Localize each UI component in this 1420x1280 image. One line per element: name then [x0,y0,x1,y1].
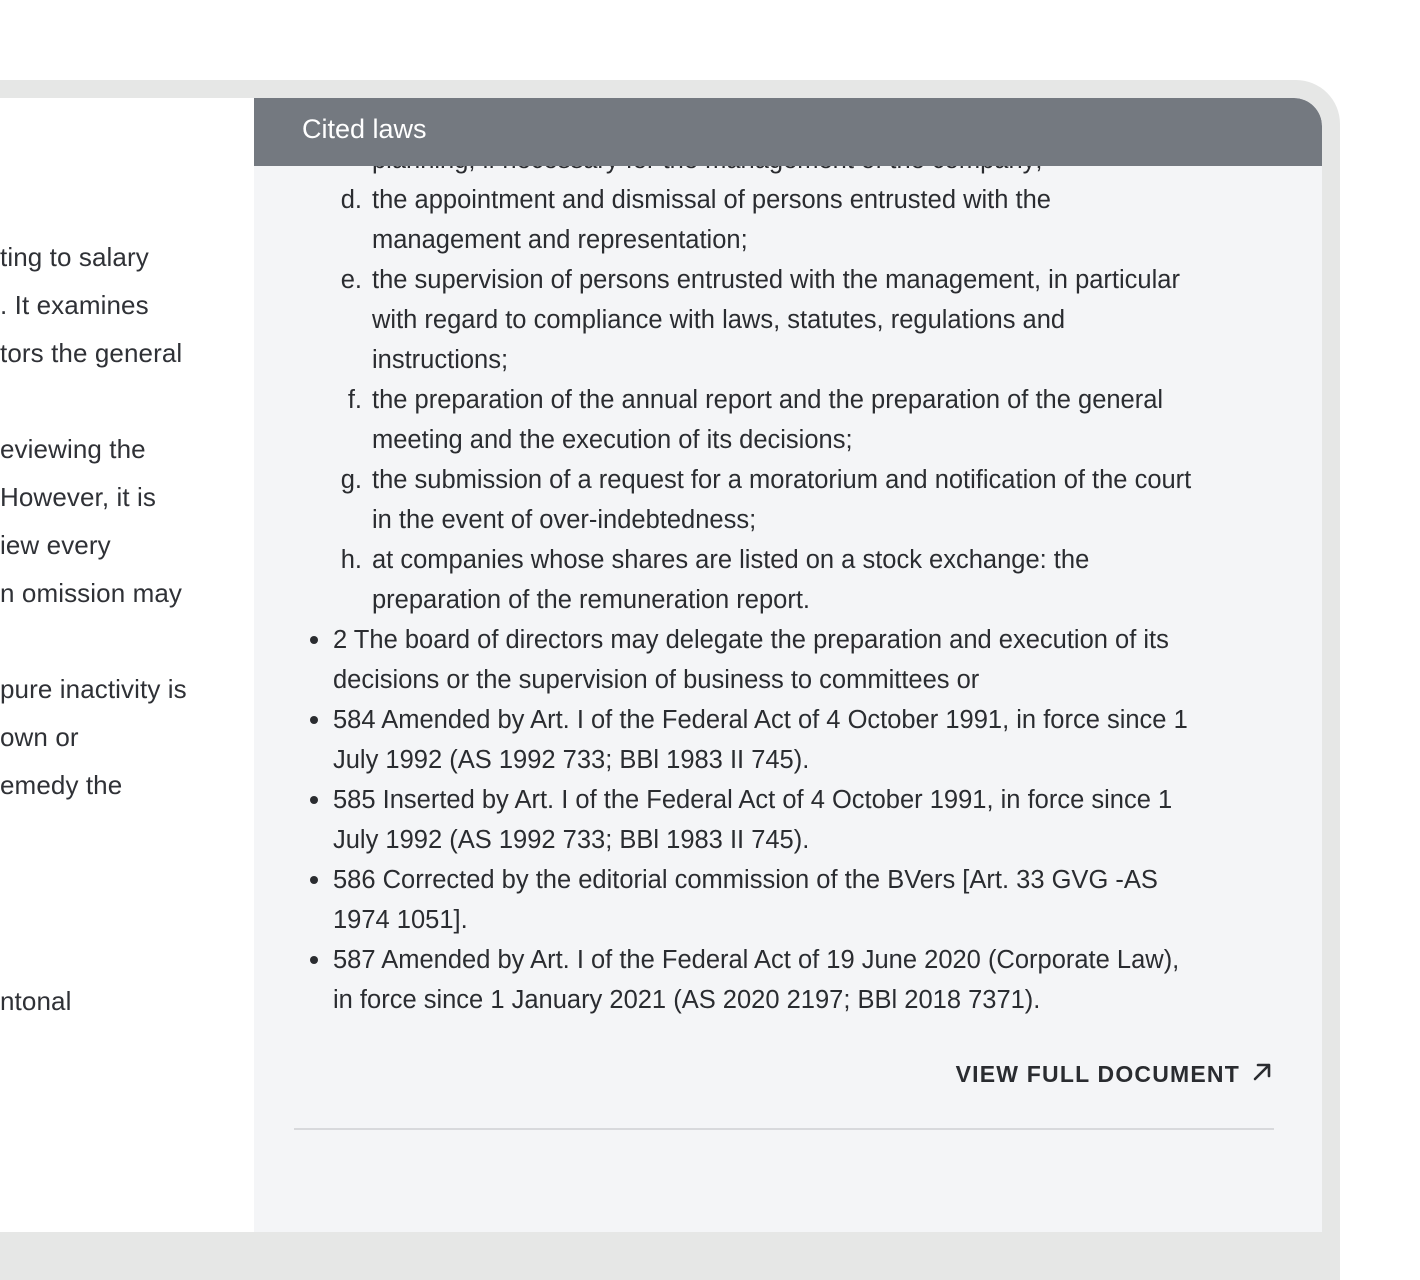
footnote-line: 585 Inserted by Art. I of the Federal Act of 4 October 1991, in force since 1 [333,786,1173,814]
list-marker: d. [340,186,362,214]
view-full-document-label: VIEW FULL DOCUMENT [955,1061,1240,1087]
cited-laws-header [254,98,1322,166]
footnote-line: in force since 1 January 2021 (AS 2020 2197; BBl 2018 7371). [333,986,1041,1014]
footnote-line: 587 Amended by Art. I of the Federal Act of 19 June 2020 (Corporate Law), [333,946,1180,974]
document-text-line: pure inactivity is [0,674,187,704]
footnote-line: decisions or the supervision of business to committees or [333,666,980,694]
list-marker: f. [347,386,362,414]
document-text-line: own or [0,722,79,752]
document-text-line: emedy the [0,770,123,800]
list-item-line: management and representation; [372,226,748,254]
document-text-line: . It examines [0,290,149,320]
bullet-dot [310,796,318,804]
panel-title: Cited laws [302,114,427,144]
bullet-dot [310,876,318,884]
list-marker: g. [340,466,362,494]
document-text-line: iew every [0,530,111,560]
cited-laws-scroll-area[interactable] [254,98,1322,1232]
list-item-line: the appointment and dismissal of persons entrusted with the [372,186,1051,214]
view-full-document-link[interactable] [956,1060,1274,1089]
footnote-line: 1974 1051]. [333,906,468,934]
document-text-line: tors the general [0,338,183,368]
list-item-line: the supervision of persons entrusted with the management, in particular [372,266,1180,294]
list-item-line: the preparation of the annual report and the preparation of the general [372,386,1164,414]
footnote-line: 2 The board of directors may delegate the preparation and execution of its [333,626,1169,654]
list-item-line: in the event of over-indebtedness; [372,506,757,534]
footnote-line: July 1992 (AS 1992 733; BBl 1983 II 745). [333,826,810,854]
footnote-line: 584 Amended by Art. I of the Federal Act of 4 October 1991, in force since 1 [333,706,1188,734]
bullet-dot [310,956,318,964]
list-item-line: meeting and the execution of its decisions; [372,426,853,454]
document-text-line: n omission may [0,578,183,608]
arrow-up-right-icon [1250,1060,1274,1089]
list-item-line: instructions; [372,346,509,374]
list-marker: e. [340,266,362,294]
bullet-dot [310,716,318,724]
list-item-line: the submission of a request for a moratorium and notification of the court [372,466,1192,494]
document-text-line: ting to salary [0,242,149,272]
divider [294,1128,1274,1130]
list-item-line: at companies whose shares are listed on a stock exchange: the [372,546,1090,574]
bullet-dot [310,636,318,644]
footnote-line: July 1992 (AS 1992 733; BBl 1983 II 745). [333,746,810,774]
main-document-pane [0,98,254,1232]
footnote-line: 586 Corrected by the editorial commission of the BVers [Art. 33 GVG -AS [333,866,1158,894]
list-marker: h. [340,546,362,574]
cited-laws-panel[interactable] [254,98,1322,1232]
document-text-line: eviewing the [0,434,146,464]
list-item-line: with regard to compliance with laws, statutes, regulations and [372,306,1066,334]
document-text-line: ntonal [0,986,72,1016]
document-text-line: However, it is [0,482,157,512]
list-item-line: preparation of the remuneration report. [372,586,811,614]
